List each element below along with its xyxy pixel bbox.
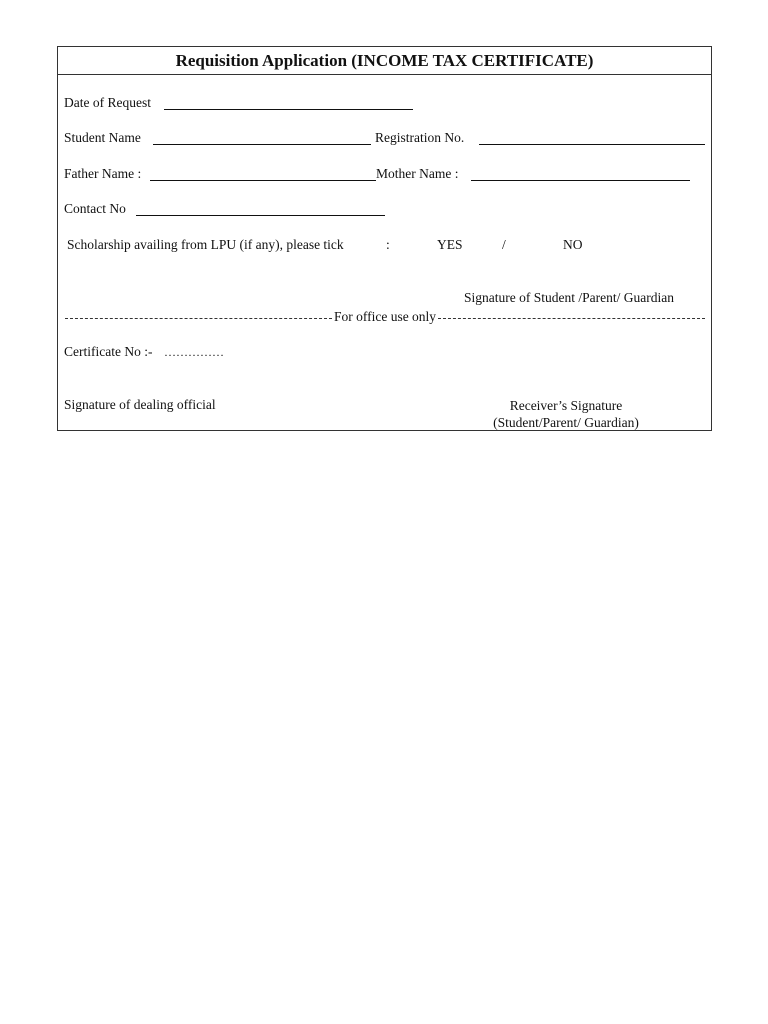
office-use-label: For office use only bbox=[333, 309, 437, 324]
date-of-request-field[interactable] bbox=[164, 109, 413, 110]
form-title: Requisition Application (INCOME TAX CERTIFICATE) bbox=[58, 47, 711, 75]
office-use-divider bbox=[65, 309, 705, 325]
receiver-signature-sub: (Student/Parent/ Guardian) bbox=[493, 415, 639, 430]
dealing-official-signature-label: Signature of dealing official bbox=[64, 397, 216, 412]
option-separator: / bbox=[502, 237, 506, 252]
mother-name-label: Mother Name : bbox=[376, 166, 459, 181]
receiver-signature-block bbox=[466, 397, 666, 431]
receiver-signature-label: Receiver’s Signature bbox=[509, 398, 623, 413]
dash-line-right bbox=[438, 318, 705, 319]
dash-line-left bbox=[65, 318, 332, 319]
contact-no-label: Contact No bbox=[64, 201, 126, 216]
father-name-label: Father Name : bbox=[64, 166, 142, 181]
student-name-field[interactable] bbox=[153, 144, 371, 145]
no-option[interactable]: NO bbox=[563, 237, 583, 252]
yes-option[interactable]: YES bbox=[437, 237, 463, 252]
certificate-no-dots[interactable]: …………… bbox=[164, 345, 224, 359]
certificate-no-label: Certificate No :- bbox=[64, 344, 153, 359]
date-of-request-label: Date of Request bbox=[64, 95, 151, 110]
contact-no-field[interactable] bbox=[136, 215, 385, 216]
registration-no-field[interactable] bbox=[479, 144, 705, 145]
applicant-signature-label: Signature of Student /Parent/ Guardian bbox=[464, 290, 674, 305]
father-name-field[interactable] bbox=[150, 180, 376, 181]
scholarship-label: Scholarship availing from LPU (if any), please tick bbox=[67, 237, 344, 252]
scholarship-colon: : bbox=[386, 237, 390, 252]
mother-name-field[interactable] bbox=[471, 180, 690, 181]
student-name-label: Student Name bbox=[64, 130, 141, 145]
registration-no-label: Registration No. bbox=[375, 130, 465, 145]
requisition-form bbox=[57, 46, 712, 431]
